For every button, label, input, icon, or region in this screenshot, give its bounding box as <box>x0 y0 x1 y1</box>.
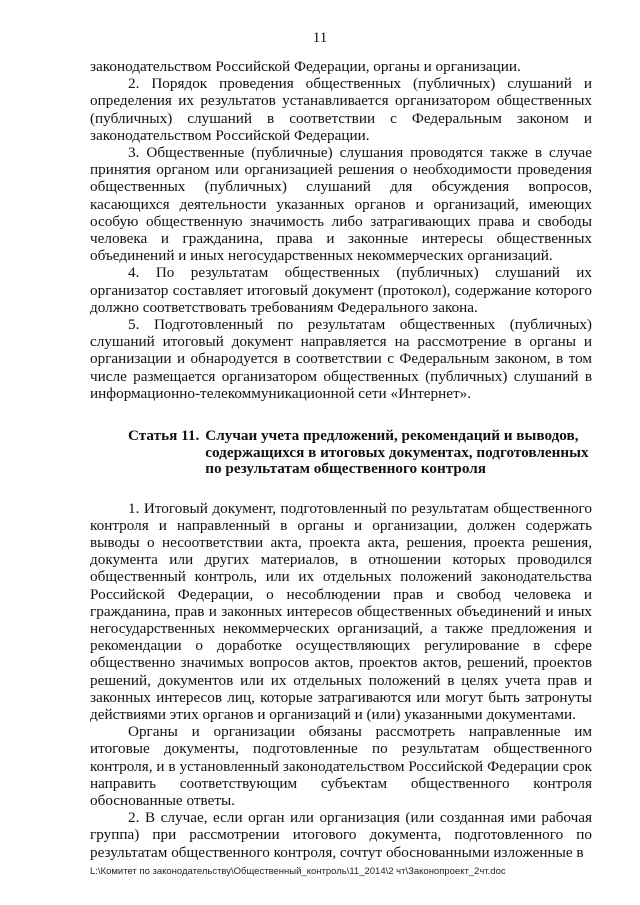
paragraph: 2. В случае, если орган или организация (или созданная ими рабочая группа) при рассмотрении итогового документа, подготовленного по результатам общественного контроля, сочтут обоснованными изложенные в <box>90 809 592 861</box>
paragraph: 2. Порядок проведения общественных (публичных) слушаний и определения их результатов устанавливается организатором общественных (публичных) слушаний в соответствии с Федеральным законом и законодательством Российской Федерации. <box>90 75 592 144</box>
file-path-footer: L:\Комитет по законодательству\Общественный_контроль\11_2014\2 чт\Законопроект_2чт.doc <box>90 866 506 877</box>
paragraph: 4. По результатам общественных (публичных) слушаний их организатор составляет итоговый документ (протокол), содержание которого должно соответствовать требованиям Федерального закона. <box>90 264 592 316</box>
paragraph: 1. Итоговый документ, подготовленный по результатам общественного контроля и направленный в органы и организации, должен содержать выводы о несоответствии акта, проекта акта, решения, проекта решения, документа или других материалов, в отношении которых проводился общественный контроль, или их отдельных положений законодательства Российской Федерации, о несоблюдении прав и свобод человека и гражданина, прав и законных интересов общественных объединений и иных негосударственных некоммерческих организаций, а также предложения и рекомендации о доработке осуществляющих регулирование в сфере общественно значимых вопросов актов, проектов актов, решений, проектов решений, документов или их отдельных положений в целях учета прав и законных интересов лиц, которые затрагиваются или могут быть затронуты действиями этих органов и организаций и (или) указанными документами. <box>90 499 592 723</box>
article-heading <box>90 428 592 478</box>
paragraph: Органы и организации обязаны рассмотреть направленные им итоговые документы, подготовленные по результатам общественного контроля, и в установленный законодательством Российской Федерации срок направить соответствующим субъектам общественного контроля обоснованные ответы. <box>90 723 592 810</box>
paragraphs-before-article <box>90 58 592 402</box>
page-number: 11 <box>312 30 328 46</box>
paragraph: законодательством Российской Федерации, органы и организации. <box>90 58 521 75</box>
article-number: Статья 11. <box>128 427 200 445</box>
article-title: Случаи учета предложений, рекомендаций и выводов, содержащихся в итоговых документах, подготовленных по результатам общественного контроля <box>205 427 589 478</box>
document-body <box>90 58 592 861</box>
paragraphs-after-article <box>90 500 592 861</box>
paragraph: 5. Подготовленный по результатам общественных (публичных) слушаний итоговый документ направляется на рассмотрение в органы и организации и обнародуется в соответствии с Федеральным законом, в том числе размещается организатором общественных (публичных) слушаний в информационно-телекоммуникационной сети «Интернет». <box>90 316 592 402</box>
paragraph: 3. Общественные (публичные) слушания проводятся также в случае принятия органом или организацией решения о необходимости проведения общественных (публичных) слушаний для обсуждения вопросов, касающихся деятельности указанных органов и организаций, имеющих особую общественную значимость либо затрагивающих права и свободы человека и гражданина, права и законные интересы общественных объединений и иных негосударственных некоммерческих организаций. <box>90 144 592 265</box>
